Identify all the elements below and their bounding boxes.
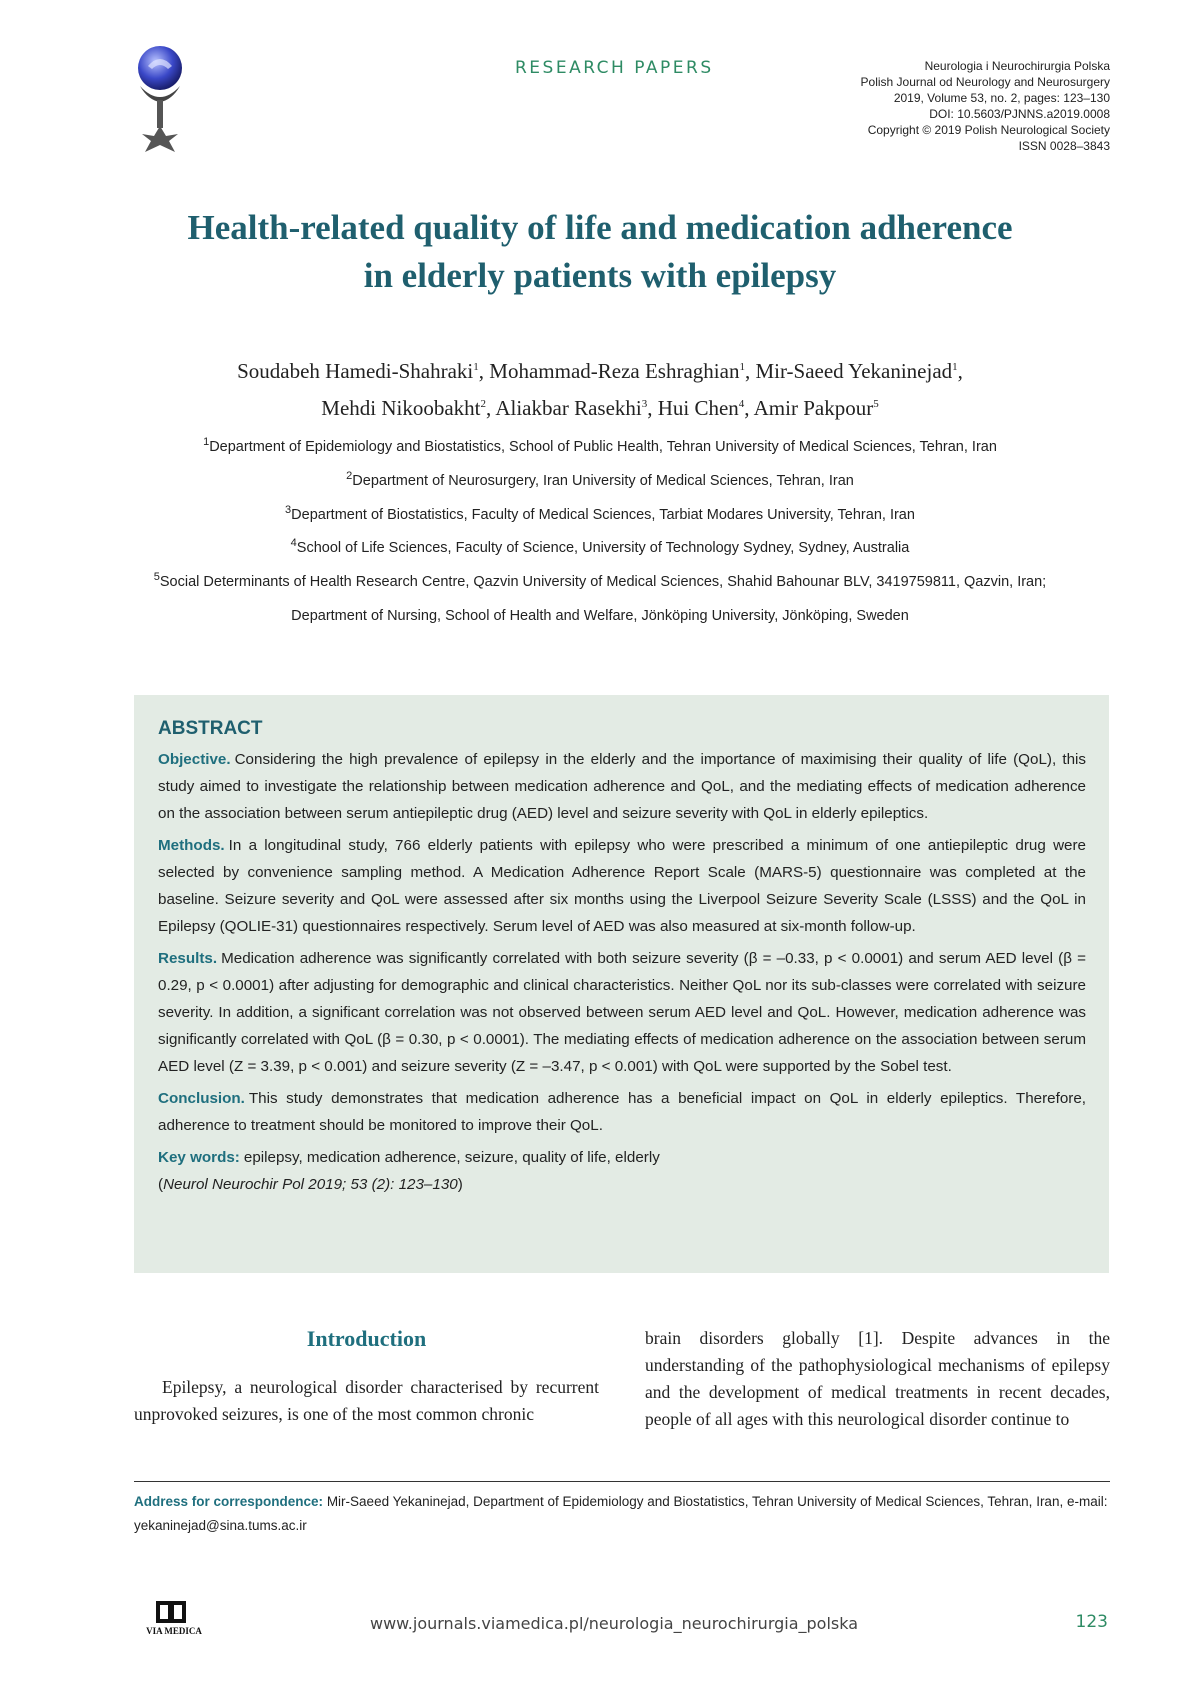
- journal-name: Neurologia i Neurochirurgia Polska: [924, 59, 1110, 73]
- author-name: Hui Chen: [657, 396, 739, 420]
- author-affiliation-mark: 1: [739, 361, 745, 373]
- affiliation-text: Department of Neurosurgery, Iran University of Medical Sciences, Tehran, Iran: [352, 472, 854, 489]
- affiliation-text: Department of Nursing, School of Health and Welfare, Jönköping University, Jönköping, Sweden: [291, 607, 909, 624]
- abstract-conclusion: [158, 1085, 1086, 1139]
- correspondence-label: Address for correspondence:: [134, 1494, 324, 1509]
- body-column-left: [134, 1325, 599, 1428]
- author-name: Mir-Saeed Yekaninejad: [755, 359, 953, 383]
- objective-label: Objective.: [158, 751, 231, 768]
- keywords-label: Key words:: [158, 1149, 240, 1166]
- via-medica-logo-icon: [134, 1601, 214, 1637]
- methods-text: In a longitudinal study, 766 elderly patients with epilepsy who were prescribed a minimum of one antiepileptic drug were selected by convenience sampling method. A Medication Adherence Report Scale (MARS-5) questionnaire was completed at the baseline. Seizure severity and QoL were assessed after six months using the Liverpool Seizure Severity Scale (LSSS) and the QoL in Epilepsy (QOLIE-31) questionnaires respectively. Serum level of AED was also measured at six-month follow-up.: [158, 837, 1086, 935]
- abstract-heading: ABSTRACT: [158, 718, 263, 739]
- author-separator: ,: [744, 359, 756, 383]
- author-separator: ,: [647, 396, 658, 420]
- affiliation-item: [80, 428, 1120, 462]
- author-affiliation-mark: 1: [473, 361, 479, 373]
- author-list: [100, 351, 1100, 425]
- abstract-box: [134, 695, 1109, 1273]
- affiliation-list: [80, 428, 1120, 631]
- section-heading-introduction: Introduction: [306, 1326, 427, 1351]
- results-label: Results.: [158, 950, 218, 967]
- journal-name-english: Polish Journal od Neurology and Neurosurgery: [860, 75, 1110, 89]
- footer-url[interactable]: www.journals.viamedica.pl/neurologia_neurochirurgia_polska: [370, 1614, 859, 1633]
- author-name: Amir Pakpour: [753, 396, 874, 420]
- citation-close: ): [457, 1176, 463, 1193]
- author-affiliation-mark: 1: [952, 361, 958, 373]
- methods-label: Methods.: [158, 837, 225, 854]
- section-label: RESEARCH PAPERS: [515, 58, 714, 78]
- author-separator: ,: [486, 396, 496, 420]
- title-line: Health-related quality of life and medication adherence: [187, 208, 1013, 247]
- correspondence-text: Mir-Saeed Yekaninejad, Department of Epidemiology and Biostatistics, Tehran University of Medical Sciences, Tehran, Iran, e-mail: yekaninejad@sina.tums.ac.ir: [134, 1494, 1108, 1533]
- objective-text: Considering the high prevalence of epilepsy in the elderly and the importance of maximising their quality of life (QoL), this study aimed to investigate the relationship between medication adherence and QoL, and the mediating effects of medication adherence on the association between serum antiepileptic drug (AED) level and seizure severity with QoL in elderly epileptics.: [158, 751, 1086, 822]
- affiliation-text: Department of Epidemiology and Biostatistics, School of Public Health, Tehran University of Medical Sciences, Tehran, Iran: [209, 438, 997, 455]
- author-affiliation-mark: 5: [873, 398, 879, 410]
- body-paragraph: Epilepsy, a neurological disorder characterised by recurrent unprovoked seizures, is one of the most common chronic: [134, 1377, 599, 1424]
- journal-logo-icon: [128, 40, 192, 158]
- abstract-content: [158, 715, 1086, 1203]
- conclusion-label: Conclusion.: [158, 1090, 245, 1107]
- results-text: Medication adherence was significantly correlated with both seizure severity (β = –0.33, p < 0.0001) and serum AED level (β = 0.29, p < 0.0001) after adjusting for demographic and clinical characteristics. Neither QoL nor its sub-classes were correlated with seizure severity. In addition, a significant correlation was not observed between serum AED level and QoL. However, medication adherence was significantly correlated with QoL (β = 0.30, p < 0.0001). The mediating effects of medication adherence on the association between serum AED level (Z = 3.39, p < 0.001) and seizure severity (Z = –3.47, p < 0.001) with QoL were supported by the Sobel test.: [158, 950, 1086, 1075]
- author-affiliation-mark: 2: [480, 398, 486, 410]
- publisher-name: VIA MEDICA: [146, 1626, 202, 1636]
- abstract-objective: [158, 746, 1086, 827]
- affiliation-item: [80, 462, 1120, 496]
- abstract-citation: [158, 1171, 1086, 1198]
- author-affiliation-mark: 4: [738, 398, 745, 410]
- affiliation-item: [80, 597, 1120, 631]
- journal-copyright: Copyright © 2019 Polish Neurological Society: [867, 123, 1110, 137]
- article-title: [100, 204, 1100, 300]
- affiliation-text: Social Determinants of Health Research Centre, Qazvin University of Medical Sciences, Shahid Bahounar BLV, 3419759811, Qazvin, Iran;: [159, 574, 1047, 591]
- affiliation-mark: 5: [153, 571, 160, 584]
- affiliation-mark: 3: [285, 503, 292, 516]
- affiliation-item: [80, 563, 1120, 597]
- correspondence-footnote: [134, 1490, 1110, 1538]
- affiliation-mark: 4: [290, 537, 297, 550]
- citation-open: (: [158, 1176, 164, 1193]
- affiliation-item: [80, 529, 1120, 563]
- affiliation-item: [80, 496, 1120, 530]
- author-name: Mohammad-Reza Eshraghian: [489, 359, 740, 383]
- author-line: [100, 351, 1100, 388]
- abstract-keywords: [158, 1144, 1086, 1171]
- keywords-text: epilepsy, medication adherence, seizure, quality of life, elderly: [243, 1149, 660, 1166]
- journal-issn: ISSN 0028–3843: [1018, 139, 1110, 153]
- body-column-right: [645, 1325, 1110, 1433]
- author-separator: ,: [478, 359, 490, 383]
- author-line: [100, 388, 1100, 425]
- body-paragraph: brain disorders globally [1]. Despite advances in the understanding of the pathophysiological mechanisms of epilepsy and the development of medical treatments in recent decades, people of all ages with this neurological disorder continue to: [645, 1328, 1110, 1429]
- affiliation-text: School of Life Sciences, Faculty of Science, University of Technology Sydney, Sydney, Australia: [296, 540, 910, 557]
- journal-doi: DOI: 10.5603/PJNNS.a2019.0008: [929, 107, 1110, 121]
- author-name: Soudabeh Hamedi-Shahraki: [237, 359, 474, 383]
- journal-info: [861, 58, 1110, 154]
- author-affiliation-mark: 3: [641, 398, 648, 410]
- author-name: Mehdi Nikoobakht: [321, 396, 481, 420]
- footnote-divider: [134, 1481, 1110, 1482]
- author-separator: ,: [957, 359, 963, 383]
- abstract-methods: [158, 832, 1086, 940]
- title-line: in elderly patients with epilepsy: [363, 256, 837, 295]
- citation-text: Neurol Neurochir Pol 2019; 53 (2): 123–130: [163, 1176, 458, 1193]
- affiliation-mark: 2: [346, 469, 353, 482]
- affiliation-text: Department of Biostatistics, Faculty of Medical Sciences, Tarbiat Modares University, Tehran, Iran: [291, 506, 915, 523]
- author-name: Aliakbar Rasekhi: [495, 396, 642, 420]
- affiliation-mark: 1: [203, 436, 210, 448]
- page-number: 123: [1075, 1612, 1108, 1632]
- journal-volume: 2019, Volume 53, no. 2, pages: 123–130: [893, 91, 1110, 105]
- abstract-results: [158, 945, 1086, 1080]
- author-separator: ,: [744, 396, 754, 420]
- conclusion-text: This study demonstrates that medication adherence has a beneficial impact on QoL in elderly epileptics. Therefore, adherence to treatment should be monitored to improve their QoL.: [158, 1090, 1086, 1134]
